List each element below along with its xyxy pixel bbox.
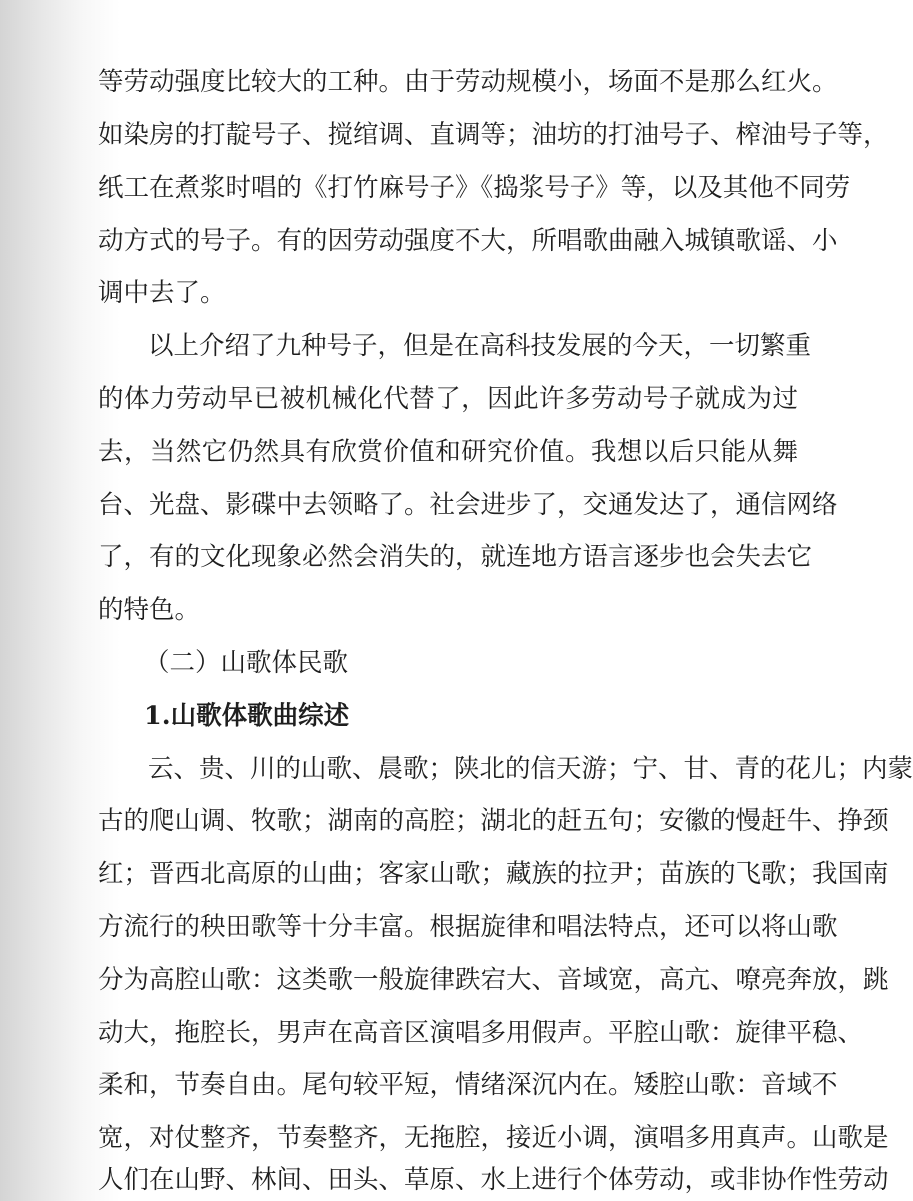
text-line: 动大，拖腔长，男声在高音区演唱多用假声。平腔山歌：旋律平稳、 <box>98 1018 864 1048</box>
text-line: 人们在山野、林间、田头、草原、水上进行个体劳动，或非协作性劳动 <box>98 1165 889 1195</box>
text-line: 古的爬山调、牧歌；湖南的高腔；湖北的赶五句；安徽的慢赶牛、挣颈 <box>98 806 889 836</box>
text-line: 宽，对仗整齐，节奏整齐，无拖腔，接近小调，演唱多用真声。山歌是 <box>98 1123 889 1153</box>
subsection-heading: 1.山歌体歌曲综述 <box>144 701 350 731</box>
text-line: 调中去了。 <box>98 278 226 308</box>
text-line: 纸工在煮浆时唱的《打竹麻号子》《捣浆号子》等，以及其他不同劳 <box>98 173 851 203</box>
paragraph-first-line: 云、贵、川的山歌、晨歌；陕北的信天游；宁、甘、青的花儿；内蒙 <box>148 754 913 784</box>
section-heading: （二）山歌体民歌 <box>144 648 349 678</box>
text-line: 动方式的号子。有的因劳动强度不大，所唱歌曲融入城镇歌谣、小 <box>98 226 838 256</box>
paragraph-first-line: 以上介绍了九种号子，但是在高科技发展的今天，一切繁重 <box>148 331 812 361</box>
text-line: 了，有的文化现象必然会消失的，就连地方语言逐步也会失去它 <box>98 542 813 572</box>
text-line: 的特色。 <box>98 595 201 625</box>
text-line: 等劳动强度比较大的工种。由于劳动规模小，场面不是那么红火。 <box>98 67 838 97</box>
text-line: 的体力劳动早已被机械化代替了，因此许多劳动号子就成为过 <box>98 384 798 414</box>
text-line: 方流行的秧田歌等十分丰富。根据旋律和唱法特点，还可以将山歌 <box>98 912 838 942</box>
text-line: 台、光盘、影碟中去领略了。社会进步了，交通发达了，通信网络 <box>98 490 838 520</box>
text-line: 去，当然它仍然具有欣赏价值和研究价值。我想以后只能从舞 <box>98 437 798 467</box>
text-line: 分为高腔山歌：这类歌一般旋律跌宕大、音域宽，高亢、嘹亮奔放，跳 <box>98 965 889 995</box>
text-line: 柔和，节奏自由。尾句较平短，情绪深沉内在。矮腔山歌：音域不 <box>98 1070 838 1100</box>
text-line: 红；晋西北高原的山曲；客家山歌；藏族的拉尹；苗族的飞歌；我国南 <box>98 859 889 889</box>
text-line: 如染房的打靛号子、搅绾调、直调等；油坊的打油号子、榨油号子等， <box>98 120 889 150</box>
